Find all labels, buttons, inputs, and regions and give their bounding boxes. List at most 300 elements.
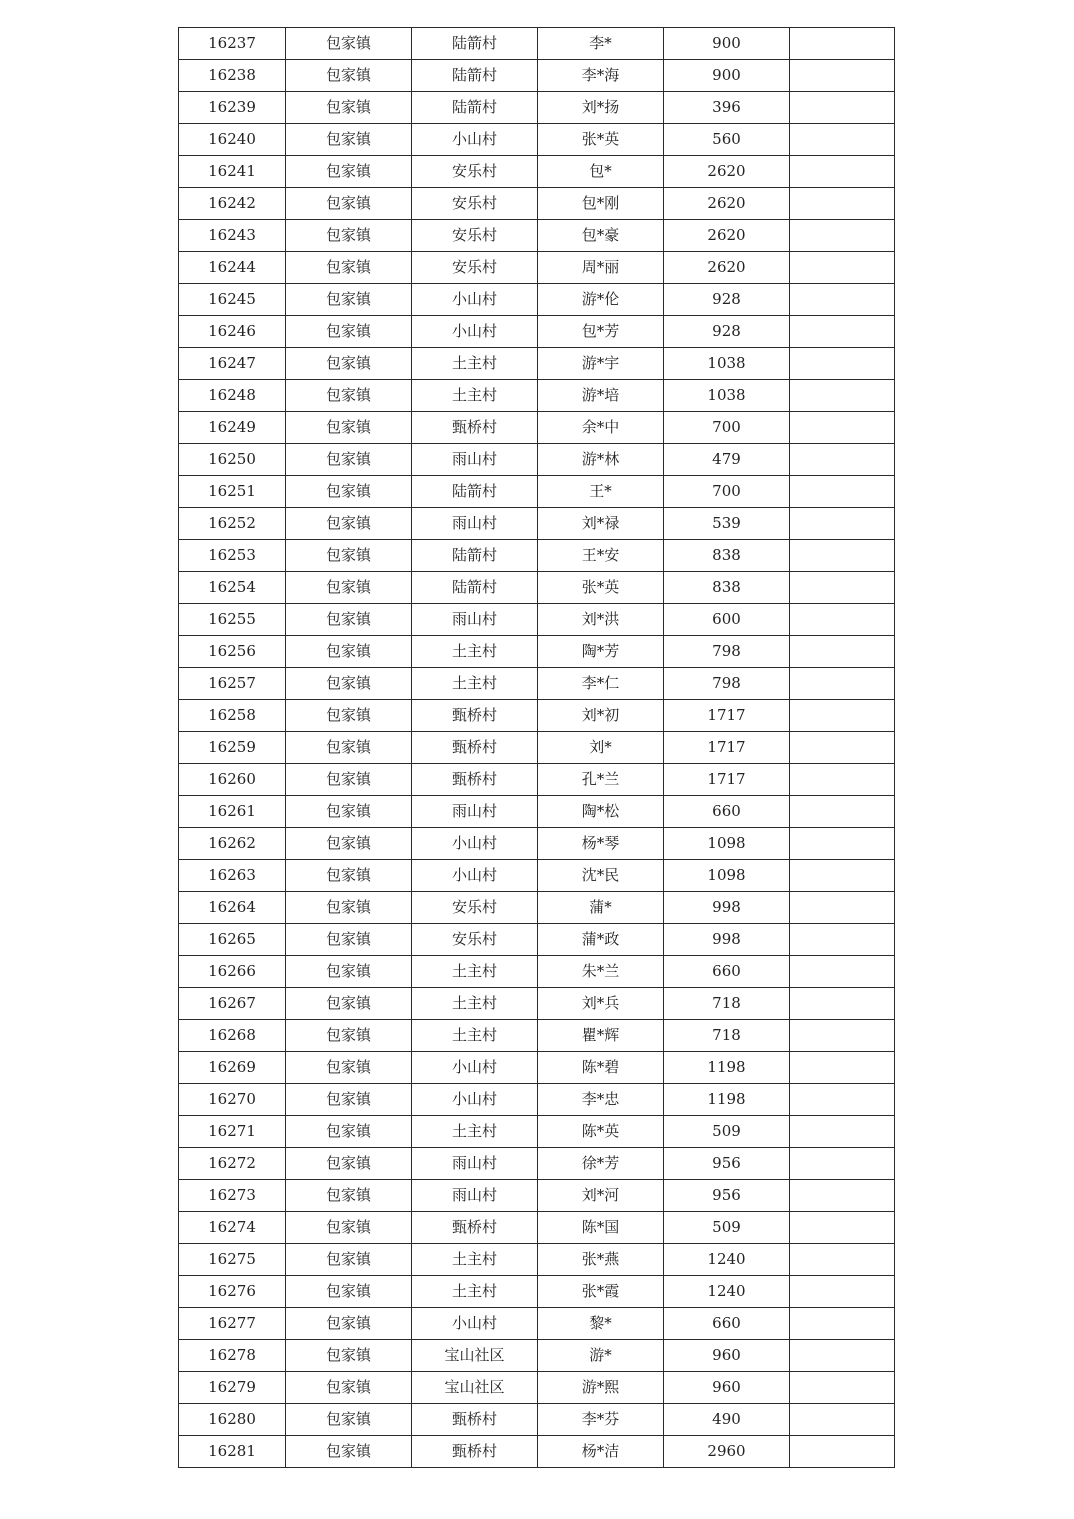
table-row <box>179 572 895 604</box>
name-cell: 张*霞 <box>538 1276 664 1308</box>
name-cell: 陈*英 <box>538 1116 664 1148</box>
village-cell: 雨山村 <box>412 1180 538 1212</box>
town-cell: 包家镇 <box>286 1116 412 1148</box>
village-cell: 甄桥村 <box>412 764 538 796</box>
note-cell <box>790 1436 895 1468</box>
town-cell: 包家镇 <box>286 1212 412 1244</box>
name-cell: 李*忠 <box>538 1084 664 1116</box>
town-cell: 包家镇 <box>286 924 412 956</box>
row-id-cell: 16276 <box>179 1276 286 1308</box>
table-row <box>179 412 895 444</box>
town-cell: 包家镇 <box>286 60 412 92</box>
village-cell: 陆箭村 <box>412 28 538 60</box>
amount-cell: 660 <box>664 956 790 988</box>
amount-cell: 1198 <box>664 1084 790 1116</box>
name-cell: 陈*国 <box>538 1212 664 1244</box>
note-cell <box>790 1052 895 1084</box>
amount-cell: 1098 <box>664 828 790 860</box>
row-id-cell: 16249 <box>179 412 286 444</box>
village-cell: 安乐村 <box>412 892 538 924</box>
note-cell <box>790 380 895 412</box>
table-row <box>179 828 895 860</box>
town-cell: 包家镇 <box>286 92 412 124</box>
village-cell: 甄桥村 <box>412 1404 538 1436</box>
amount-cell: 900 <box>664 28 790 60</box>
row-id-cell: 16259 <box>179 732 286 764</box>
town-cell: 包家镇 <box>286 1020 412 1052</box>
table-row <box>179 1436 895 1468</box>
town-cell: 包家镇 <box>286 1340 412 1372</box>
row-id-cell: 16269 <box>179 1052 286 1084</box>
village-cell: 安乐村 <box>412 924 538 956</box>
amount-cell: 1717 <box>664 732 790 764</box>
note-cell <box>790 1372 895 1404</box>
town-cell: 包家镇 <box>286 1084 412 1116</box>
village-cell: 土主村 <box>412 668 538 700</box>
village-cell: 陆箭村 <box>412 476 538 508</box>
name-cell: 杨*洁 <box>538 1436 664 1468</box>
village-cell: 陆箭村 <box>412 572 538 604</box>
name-cell: 周*丽 <box>538 252 664 284</box>
village-cell: 宝山社区 <box>412 1372 538 1404</box>
row-id-cell: 16273 <box>179 1180 286 1212</box>
table-row <box>179 1212 895 1244</box>
name-cell: 包*豪 <box>538 220 664 252</box>
table-row <box>179 924 895 956</box>
village-cell: 土主村 <box>412 1020 538 1052</box>
row-id-cell: 16277 <box>179 1308 286 1340</box>
village-cell: 甄桥村 <box>412 732 538 764</box>
row-id-cell: 16244 <box>179 252 286 284</box>
note-cell <box>790 828 895 860</box>
village-cell: 小山村 <box>412 316 538 348</box>
row-id-cell: 16240 <box>179 124 286 156</box>
name-cell: 李*海 <box>538 60 664 92</box>
row-id-cell: 16257 <box>179 668 286 700</box>
table-row <box>179 668 895 700</box>
town-cell: 包家镇 <box>286 1436 412 1468</box>
note-cell <box>790 988 895 1020</box>
amount-cell: 1717 <box>664 764 790 796</box>
table-row <box>179 1084 895 1116</box>
table-row <box>179 156 895 188</box>
village-cell: 安乐村 <box>412 252 538 284</box>
amount-cell: 600 <box>664 604 790 636</box>
amount-cell: 1717 <box>664 700 790 732</box>
amount-cell: 560 <box>664 124 790 156</box>
town-cell: 包家镇 <box>286 412 412 444</box>
table-row <box>179 796 895 828</box>
town-cell: 包家镇 <box>286 636 412 668</box>
row-id-cell: 16264 <box>179 892 286 924</box>
name-cell: 蒲*政 <box>538 924 664 956</box>
town-cell: 包家镇 <box>286 348 412 380</box>
note-cell <box>790 1308 895 1340</box>
village-cell: 土主村 <box>412 956 538 988</box>
row-id-cell: 16280 <box>179 1404 286 1436</box>
row-id-cell: 16279 <box>179 1372 286 1404</box>
row-id-cell: 16242 <box>179 188 286 220</box>
note-cell <box>790 508 895 540</box>
amount-cell: 490 <box>664 1404 790 1436</box>
town-cell: 包家镇 <box>286 1244 412 1276</box>
name-cell: 陈*碧 <box>538 1052 664 1084</box>
note-cell <box>790 28 895 60</box>
amount-cell: 700 <box>664 412 790 444</box>
village-cell: 小山村 <box>412 860 538 892</box>
note-cell <box>790 92 895 124</box>
name-cell: 游* <box>538 1340 664 1372</box>
town-cell: 包家镇 <box>286 444 412 476</box>
row-id-cell: 16261 <box>179 796 286 828</box>
village-cell: 甄桥村 <box>412 412 538 444</box>
amount-cell: 960 <box>664 1340 790 1372</box>
town-cell: 包家镇 <box>286 220 412 252</box>
name-cell: 刘*兵 <box>538 988 664 1020</box>
note-cell <box>790 1180 895 1212</box>
row-id-cell: 16239 <box>179 92 286 124</box>
note-cell <box>790 252 895 284</box>
row-id-cell: 16275 <box>179 1244 286 1276</box>
name-cell: 游*伦 <box>538 284 664 316</box>
town-cell: 包家镇 <box>286 732 412 764</box>
row-id-cell: 16247 <box>179 348 286 380</box>
table-row <box>179 220 895 252</box>
amount-cell: 660 <box>664 796 790 828</box>
name-cell: 游*培 <box>538 380 664 412</box>
amount-cell: 2620 <box>664 220 790 252</box>
note-cell <box>790 188 895 220</box>
row-id-cell: 16272 <box>179 1148 286 1180</box>
village-cell: 小山村 <box>412 1052 538 1084</box>
village-cell: 雨山村 <box>412 508 538 540</box>
village-cell: 宝山社区 <box>412 1340 538 1372</box>
note-cell <box>790 1020 895 1052</box>
table-row <box>179 860 895 892</box>
village-cell: 甄桥村 <box>412 700 538 732</box>
note-cell <box>790 540 895 572</box>
note-cell <box>790 924 895 956</box>
name-cell: 张*英 <box>538 124 664 156</box>
row-id-cell: 16246 <box>179 316 286 348</box>
note-cell <box>790 60 895 92</box>
village-cell: 小山村 <box>412 124 538 156</box>
row-id-cell: 16263 <box>179 860 286 892</box>
name-cell: 孔*兰 <box>538 764 664 796</box>
village-cell: 雨山村 <box>412 796 538 828</box>
town-cell: 包家镇 <box>286 1372 412 1404</box>
table-row <box>179 508 895 540</box>
row-id-cell: 16254 <box>179 572 286 604</box>
amount-cell: 718 <box>664 988 790 1020</box>
amount-cell: 900 <box>664 60 790 92</box>
town-cell: 包家镇 <box>286 892 412 924</box>
town-cell: 包家镇 <box>286 1404 412 1436</box>
village-cell: 土主村 <box>412 1276 538 1308</box>
table-row <box>179 1340 895 1372</box>
table-row <box>179 188 895 220</box>
name-cell: 杨*琴 <box>538 828 664 860</box>
row-id-cell: 16281 <box>179 1436 286 1468</box>
village-cell: 雨山村 <box>412 1148 538 1180</box>
table-row <box>179 1244 895 1276</box>
town-cell: 包家镇 <box>286 508 412 540</box>
village-cell: 土主村 <box>412 988 538 1020</box>
note-cell <box>790 732 895 764</box>
row-id-cell: 16266 <box>179 956 286 988</box>
note-cell <box>790 1404 895 1436</box>
amount-cell: 479 <box>664 444 790 476</box>
town-cell: 包家镇 <box>286 1052 412 1084</box>
town-cell: 包家镇 <box>286 604 412 636</box>
town-cell: 包家镇 <box>286 956 412 988</box>
name-cell: 余*中 <box>538 412 664 444</box>
row-id-cell: 16238 <box>179 60 286 92</box>
note-cell <box>790 572 895 604</box>
amount-cell: 956 <box>664 1180 790 1212</box>
note-cell <box>790 444 895 476</box>
name-cell: 张*燕 <box>538 1244 664 1276</box>
table-row <box>179 284 895 316</box>
amount-cell: 509 <box>664 1212 790 1244</box>
note-cell <box>790 636 895 668</box>
name-cell: 黎* <box>538 1308 664 1340</box>
row-id-cell: 16248 <box>179 380 286 412</box>
table-row <box>179 1020 895 1052</box>
table-row <box>179 60 895 92</box>
row-id-cell: 16251 <box>179 476 286 508</box>
table-row <box>179 732 895 764</box>
note-cell <box>790 1148 895 1180</box>
row-id-cell: 16265 <box>179 924 286 956</box>
table-row <box>179 540 895 572</box>
table-row <box>179 1372 895 1404</box>
town-cell: 包家镇 <box>286 988 412 1020</box>
amount-cell: 998 <box>664 924 790 956</box>
note-cell <box>790 220 895 252</box>
note-cell <box>790 764 895 796</box>
amount-cell: 1038 <box>664 348 790 380</box>
row-id-cell: 16243 <box>179 220 286 252</box>
table-row <box>179 476 895 508</box>
amount-cell: 1240 <box>664 1276 790 1308</box>
amount-cell: 928 <box>664 284 790 316</box>
name-cell: 沈*民 <box>538 860 664 892</box>
table-row <box>179 892 895 924</box>
name-cell: 包* <box>538 156 664 188</box>
village-cell: 陆箭村 <box>412 92 538 124</box>
table-row <box>179 28 895 60</box>
row-id-cell: 16252 <box>179 508 286 540</box>
note-cell <box>790 1116 895 1148</box>
table-row <box>179 316 895 348</box>
town-cell: 包家镇 <box>286 764 412 796</box>
name-cell: 徐*芳 <box>538 1148 664 1180</box>
table-row <box>179 1148 895 1180</box>
table-row <box>179 1180 895 1212</box>
row-id-cell: 16270 <box>179 1084 286 1116</box>
amount-cell: 838 <box>664 572 790 604</box>
town-cell: 包家镇 <box>286 796 412 828</box>
village-cell: 陆箭村 <box>412 540 538 572</box>
note-cell <box>790 796 895 828</box>
note-cell <box>790 1084 895 1116</box>
table-row <box>179 348 895 380</box>
town-cell: 包家镇 <box>286 252 412 284</box>
table-row <box>179 636 895 668</box>
name-cell: 朱*兰 <box>538 956 664 988</box>
amount-cell: 956 <box>664 1148 790 1180</box>
town-cell: 包家镇 <box>286 828 412 860</box>
name-cell: 蒲* <box>538 892 664 924</box>
note-cell <box>790 604 895 636</box>
table-row <box>179 1308 895 1340</box>
town-cell: 包家镇 <box>286 1276 412 1308</box>
village-cell: 安乐村 <box>412 220 538 252</box>
table-row <box>179 604 895 636</box>
amount-cell: 2620 <box>664 156 790 188</box>
town-cell: 包家镇 <box>286 860 412 892</box>
note-cell <box>790 412 895 444</box>
table-row <box>179 764 895 796</box>
amount-cell: 539 <box>664 508 790 540</box>
note-cell <box>790 348 895 380</box>
name-cell: 陶*松 <box>538 796 664 828</box>
name-cell: 刘* <box>538 732 664 764</box>
amount-cell: 1198 <box>664 1052 790 1084</box>
village-cell: 土主村 <box>412 1116 538 1148</box>
name-cell: 王* <box>538 476 664 508</box>
town-cell: 包家镇 <box>286 316 412 348</box>
town-cell: 包家镇 <box>286 1308 412 1340</box>
row-id-cell: 16253 <box>179 540 286 572</box>
town-cell: 包家镇 <box>286 380 412 412</box>
name-cell: 瞿*辉 <box>538 1020 664 1052</box>
row-id-cell: 16268 <box>179 1020 286 1052</box>
name-cell: 李*芬 <box>538 1404 664 1436</box>
village-cell: 小山村 <box>412 1084 538 1116</box>
document-page <box>178 27 894 1468</box>
village-cell: 甄桥村 <box>412 1436 538 1468</box>
town-cell: 包家镇 <box>286 1180 412 1212</box>
row-id-cell: 16245 <box>179 284 286 316</box>
table-row <box>179 444 895 476</box>
name-cell: 刘*扬 <box>538 92 664 124</box>
table-row <box>179 380 895 412</box>
table-row <box>179 956 895 988</box>
amount-cell: 838 <box>664 540 790 572</box>
amount-cell: 960 <box>664 1372 790 1404</box>
table-row <box>179 700 895 732</box>
village-cell: 土主村 <box>412 380 538 412</box>
table-row <box>179 1404 895 1436</box>
name-cell: 陶*芳 <box>538 636 664 668</box>
table-row <box>179 252 895 284</box>
amount-cell: 1098 <box>664 860 790 892</box>
town-cell: 包家镇 <box>286 476 412 508</box>
row-id-cell: 16250 <box>179 444 286 476</box>
town-cell: 包家镇 <box>286 572 412 604</box>
village-cell: 小山村 <box>412 284 538 316</box>
village-cell: 甄桥村 <box>412 1212 538 1244</box>
amount-cell: 798 <box>664 636 790 668</box>
village-cell: 土主村 <box>412 636 538 668</box>
note-cell <box>790 156 895 188</box>
row-id-cell: 16237 <box>179 28 286 60</box>
amount-cell: 1240 <box>664 1244 790 1276</box>
town-cell: 包家镇 <box>286 700 412 732</box>
name-cell: 包*刚 <box>538 188 664 220</box>
name-cell: 游*熙 <box>538 1372 664 1404</box>
village-cell: 土主村 <box>412 348 538 380</box>
note-cell <box>790 1212 895 1244</box>
row-id-cell: 16241 <box>179 156 286 188</box>
name-cell: 刘*河 <box>538 1180 664 1212</box>
amount-cell: 928 <box>664 316 790 348</box>
name-cell: 包*芳 <box>538 316 664 348</box>
town-cell: 包家镇 <box>286 28 412 60</box>
row-id-cell: 16274 <box>179 1212 286 1244</box>
note-cell <box>790 892 895 924</box>
note-cell <box>790 316 895 348</box>
amount-cell: 2620 <box>664 188 790 220</box>
table-row <box>179 1052 895 1084</box>
village-cell: 安乐村 <box>412 188 538 220</box>
town-cell: 包家镇 <box>286 1148 412 1180</box>
table-row <box>179 124 895 156</box>
row-id-cell: 16267 <box>179 988 286 1020</box>
table-row <box>179 1116 895 1148</box>
row-id-cell: 16271 <box>179 1116 286 1148</box>
amount-cell: 509 <box>664 1116 790 1148</box>
name-cell: 刘*洪 <box>538 604 664 636</box>
village-cell: 雨山村 <box>412 444 538 476</box>
town-cell: 包家镇 <box>286 188 412 220</box>
note-cell <box>790 700 895 732</box>
name-cell: 游*宇 <box>538 348 664 380</box>
row-id-cell: 16260 <box>179 764 286 796</box>
row-id-cell: 16262 <box>179 828 286 860</box>
village-cell: 小山村 <box>412 828 538 860</box>
name-cell: 王*安 <box>538 540 664 572</box>
amount-cell: 2620 <box>664 252 790 284</box>
name-cell: 游*林 <box>538 444 664 476</box>
table-row <box>179 1276 895 1308</box>
note-cell <box>790 124 895 156</box>
name-cell: 刘*初 <box>538 700 664 732</box>
note-cell <box>790 1276 895 1308</box>
village-cell: 陆箭村 <box>412 60 538 92</box>
amount-cell: 700 <box>664 476 790 508</box>
row-id-cell: 16255 <box>179 604 286 636</box>
note-cell <box>790 956 895 988</box>
name-cell: 刘*禄 <box>538 508 664 540</box>
town-cell: 包家镇 <box>286 284 412 316</box>
records-table <box>178 27 895 1468</box>
amount-cell: 2960 <box>664 1436 790 1468</box>
note-cell <box>790 860 895 892</box>
amount-cell: 718 <box>664 1020 790 1052</box>
town-cell: 包家镇 <box>286 668 412 700</box>
town-cell: 包家镇 <box>286 156 412 188</box>
note-cell <box>790 284 895 316</box>
row-id-cell: 16256 <box>179 636 286 668</box>
table-row <box>179 92 895 124</box>
village-cell: 土主村 <box>412 1244 538 1276</box>
table-row <box>179 988 895 1020</box>
row-id-cell: 16278 <box>179 1340 286 1372</box>
amount-cell: 998 <box>664 892 790 924</box>
